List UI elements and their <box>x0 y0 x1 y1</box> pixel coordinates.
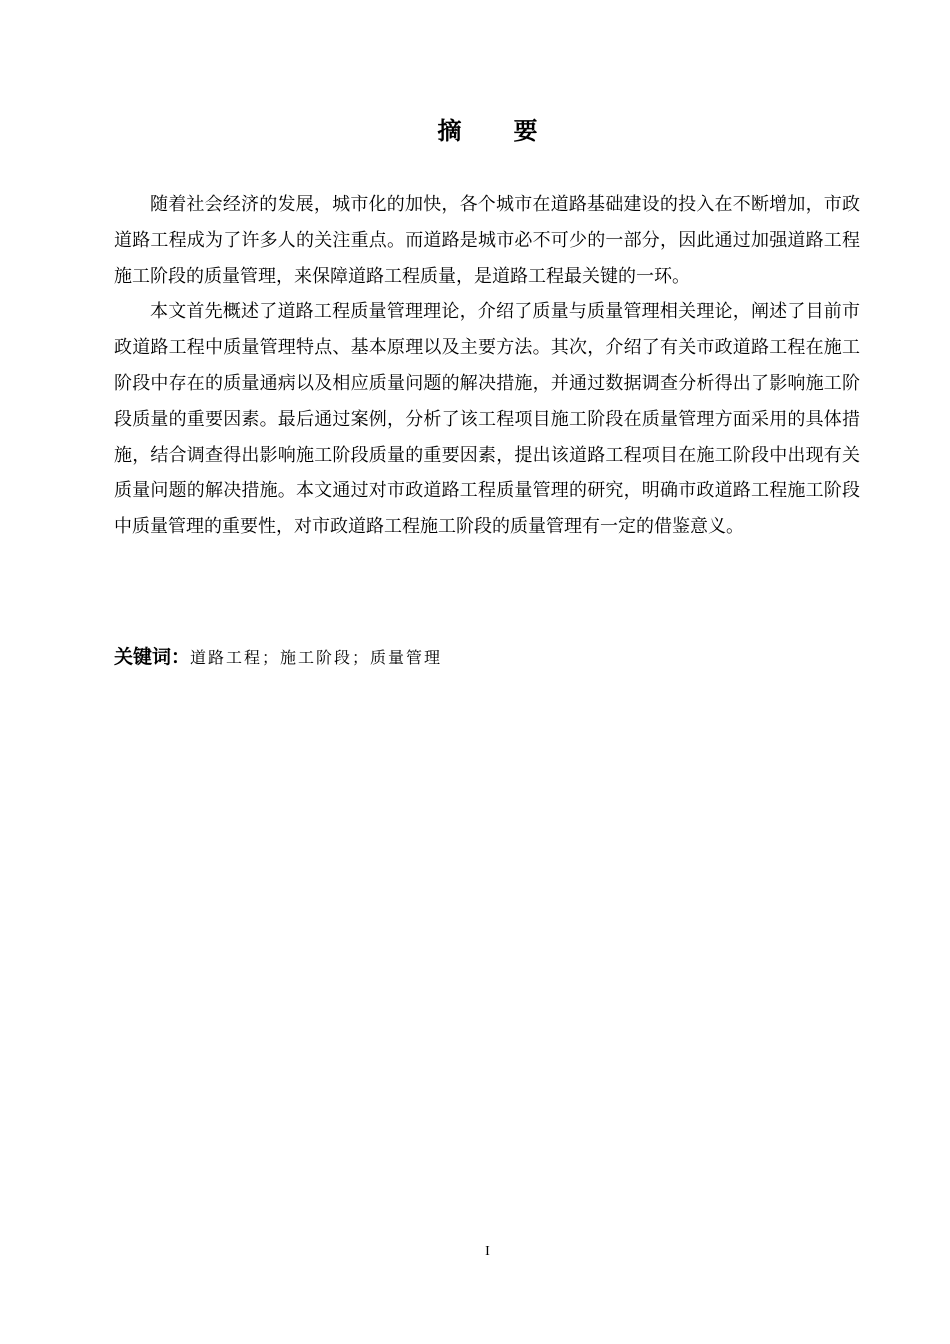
title-char-1: 摘 <box>437 117 462 145</box>
abstract-body <box>114 187 860 545</box>
keywords-value: 道路工程；施工阶段；质量管理 <box>190 648 443 667</box>
abstract-paragraph-1: 随着社会经济的发展，城市化的加快，各个城市在道路基础建设的投入在不断增加，市政道路工程成为了许多人的关注重点。而道路是城市必不可少的一部分，因此通过加强道路工程施工阶段的质量管理，来保障道路工程质量，是道路工程最关键的一环。 <box>114 194 860 287</box>
page-title <box>0 113 950 149</box>
page-number: I <box>485 1244 490 1259</box>
keywords-line <box>114 642 860 673</box>
title-char-2: 要 <box>513 117 538 145</box>
abstract-paragraph-2: 本文首先概述了道路工程质量管理理论，介绍了质量与质量管理相关理论，阐述了目前市政道路工程中质量管理特点、基本原理以及主要方法。其次，介绍了有关市政道路工程在施工阶段中存在的质量通病以及相应质量问题的解决措施，并通过数据调查分析得出了影响施工阶段质量的重要因素。最后通过案例，分析了该工程项目施工阶段在质量管理方面采用的具体措施，结合调查得出影响施工阶段质量的重要因素，提出该道路工程项目在施工阶段中出现有关质量问题的解决措施。本文通过对市政道路工程质量管理的研究，明确市政道路工程施工阶段中质量管理的重要性，对市政道路工程施工阶段的质量管理有一定的借鉴意义。 <box>114 301 860 538</box>
keywords-label: 关键词： <box>114 646 191 668</box>
